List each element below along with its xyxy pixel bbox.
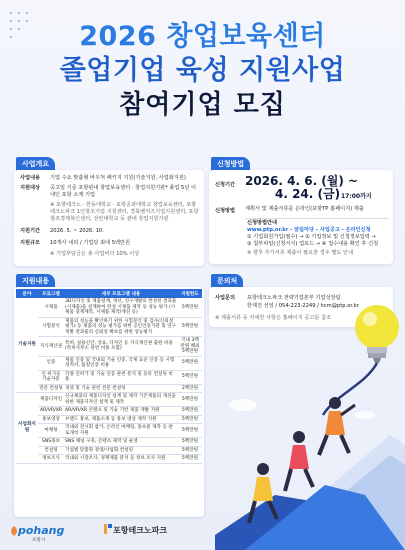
cell-limit: 5백만원 (178, 298, 202, 317)
overview-tag: 사업개요 (16, 157, 55, 171)
overview-value: 공고일 기준 포항관내 창업보육센터 · 창업지원기관* 졸업 5년 이내인 포항 소재 기업 (50, 185, 197, 198)
schedule-card (209, 170, 393, 264)
ptp-logo-icon (104, 524, 112, 534)
cell-limit: 5백만원 (178, 446, 202, 455)
table-header-row (16, 289, 202, 298)
cell-description: 국내외 전시회 참가, 온라인 마케팅, 홍보물 제작 등 판로개척 지원 (64, 424, 178, 438)
pohang-logo-icon (10, 526, 18, 536)
col-header: 세부 프로그램 내용 (64, 289, 178, 298)
support-table-body (16, 298, 202, 463)
col-header: 프로그램 (38, 289, 64, 298)
contact-tag: 문의처 (211, 274, 243, 288)
ptp-logo: 포항테크노파크 (113, 526, 168, 535)
cell-group: 기술지원 (16, 298, 38, 393)
cell-description: 각종 인허가 및 기술 인증 관련 분석 및 등록 컨설팅 비용 (64, 370, 178, 384)
growth-illustration (215, 255, 405, 550)
overview-key: 지원규모 (20, 240, 41, 246)
overview-note: ※ 기업부담금은 총 사업비의 10% 이상 (50, 251, 140, 257)
table-row (16, 455, 202, 464)
title-line-3: 참여기업 모집 (119, 90, 286, 120)
table-row (16, 415, 202, 424)
cell-limit: 5백만원 (178, 407, 202, 416)
runner-figure (319, 397, 355, 455)
period-time: 17:00까지 (341, 193, 372, 200)
cell-limit: 5백만원 (178, 370, 202, 384)
overview-value: 기업 수요 맞춤형 바우처 패키지 지원(기술지원, 사업화지원) (50, 175, 186, 181)
guide-footnote: ※ 향후 추가서류 제출이 필요한 경우 별도 안내 (247, 250, 354, 256)
cell-limit: 2백만원 (178, 384, 202, 393)
table-row (16, 298, 202, 317)
cell-group: 사업화지원 (16, 393, 38, 464)
pohang-logo-sub: 포항시 (32, 538, 46, 543)
cell-program: 지식재산권 (38, 337, 64, 357)
cell-description: 3D디자인 및 제품설계, 개선, 연구개발의 완성된 결과물(시제품)을 설계하여 완성 시제품 제작 등 성능 평가 (시제품 설계제작, 시제품 제작/개선 등) (65, 299, 177, 315)
cell-description: 경영 및 기술 관련 전문 컨설팅 (64, 384, 178, 393)
contact-org: 포항테크노파크 전략기업본부 기업성장팀 (247, 295, 341, 301)
guide-title: 신청방법안내 (247, 220, 278, 226)
cell-description: 국내외 시장조사, 경쟁제품 분석 등 정보 조사 지원 (64, 455, 178, 464)
cell-limit: 국내 3백만원 해외 5백만원 (178, 337, 202, 357)
runner-figure (285, 431, 313, 491)
cell-limit: 5백만원 (178, 438, 202, 447)
title-line-1: 2026 창업보육센터 (79, 21, 326, 52)
col-header: 분야 (16, 289, 38, 298)
overview-card (14, 170, 204, 266)
col-header: 지원한도 (178, 289, 202, 298)
table-row (16, 424, 202, 438)
method-text: 계획서 및 제출서류를 온라인(포항TP 홈페이지) 제출 (245, 206, 364, 212)
cell-limit: 5백만원 (178, 356, 202, 370)
cell-program: 시험분석 (38, 317, 64, 337)
guide-steps-a: ① 기업회원가입(필수) → ② 기업정보 및 신청정보입력 → (247, 234, 376, 240)
overview-key: 지원대상 (20, 185, 41, 191)
cell-description: 제품의 성능을 확인하기 위한 시험분석 및 검사(신뢰성 평가) 등 제품의 성능 평가를 위한 공인인증기관 및 연구개발 결과물의 신뢰성 확보를 위한 성능평가 (65, 318, 177, 335)
support-tag: 지원내용 (16, 274, 55, 288)
overview-key: 사업내용 (20, 175, 41, 181)
support-table (16, 289, 202, 464)
overview-key: 지원기간 (20, 228, 41, 234)
pohang-logo: pohang (18, 524, 65, 537)
cell-program: 마케팅 (38, 424, 64, 438)
table-row (16, 393, 202, 407)
period-key: 신청기간 (215, 182, 236, 188)
cell-program: 홍보영상 (38, 415, 64, 424)
title-line-2: 졸업기업 육성 지원사업 (59, 55, 346, 86)
table-row (16, 384, 202, 393)
overview-value: 10개사 내외 / 기업당 최대 5백만원 (50, 240, 131, 246)
guide-steps-b: ③ 첨부파일(신청서식) 업로드 → ④ 접수내용 확인 후 신청 (247, 241, 379, 247)
cell-description: SNS 채널 구축, 콘텐츠 제작 및 운영 (64, 438, 178, 447)
cell-program: 컨설팅 (38, 446, 64, 455)
overview-value: 2026. 5. ~ 2026. 10. (50, 228, 104, 234)
schedule-tag: 신청방법 (211, 157, 250, 171)
table-row (16, 370, 202, 384)
guide-link[interactable]: www.ptp.or.kr - 알림마당 - 사업공고 - 온라인신청 (247, 227, 371, 233)
table-row (16, 407, 202, 416)
cell-program: 시제품 (38, 298, 64, 317)
period-date-end: 4. 24. (금) (275, 187, 341, 201)
divider (245, 218, 389, 219)
overview-note: ※ 포항테크노 · 한동대학교 · 포항공과대학교 창업보육센터, 포항테크노파크 1인창조기업 지원센터, 경북벤처즈기업지원센터, 포항창조경제혁신센터, 선린대학교 등 관내 창업지원기관 (50, 202, 199, 222)
cell-description: AR/VR/XR 콘텐츠 및 기술 기반 제품 개발 지원 (64, 407, 178, 416)
support-table-card (14, 287, 204, 517)
cell-description: 기업별 맞춤형 경영/사업화 컨설팅 (64, 446, 178, 455)
table-row (16, 356, 202, 370)
cell-description: 브랜드 홍보, 제품소개 등 홍보 영상 제작 지원 (64, 415, 178, 424)
contact-person: 한재진 선임 / 054-223-2249 / hcm@ptp.or.kr (247, 303, 359, 309)
cell-program: 전문 컨설팅 (39, 385, 63, 391)
cell-program: 인·허가등 기술자문 (38, 370, 64, 384)
cell-program: 정보조사 (38, 455, 64, 464)
period-date-start: 2026. 4. 6. (월) ~ (245, 174, 359, 188)
contact-key: 사업문의 (215, 295, 236, 301)
title-block (0, 20, 405, 122)
cell-limit: 5백만원 (178, 455, 202, 464)
cell-program: AR/VR/XR (39, 408, 63, 413)
cell-limit: 5백만원 (178, 317, 202, 337)
contact-note: ※ 제출서류 등 자세한 사항은 홈페이지 공고문 참조 (215, 315, 332, 321)
cell-limit: 5백만원 (178, 415, 202, 424)
cell-limit: 5백만원 (178, 393, 202, 407)
cell-program: 인증 (38, 356, 64, 370)
cell-description: 특허, 실용신안, 상표, 디자인 등 지식재산권 출원 비용(특허사무소 관련 비용 포함) (64, 337, 178, 357)
table-row (16, 317, 202, 337)
cell-program: SNS홍보 (38, 438, 64, 447)
cell-description: 제품 인증 및 국내외 기술 인증, 국제 표준 인증 등 시험성적서, 품질인증 비용 (64, 356, 178, 370)
table-row (16, 438, 202, 447)
cell-program: 제품디자인 (38, 393, 64, 407)
cell-limit: 5백만원 (178, 424, 202, 438)
table-row (16, 337, 202, 357)
method-key: 신청방법 (215, 208, 236, 214)
cell-description: 신규제품의 제품디자인 설계 및 제작 기존제품의 개선을 위한 제품디자인 설계 및 제작 (64, 393, 178, 407)
table-row (16, 446, 202, 455)
